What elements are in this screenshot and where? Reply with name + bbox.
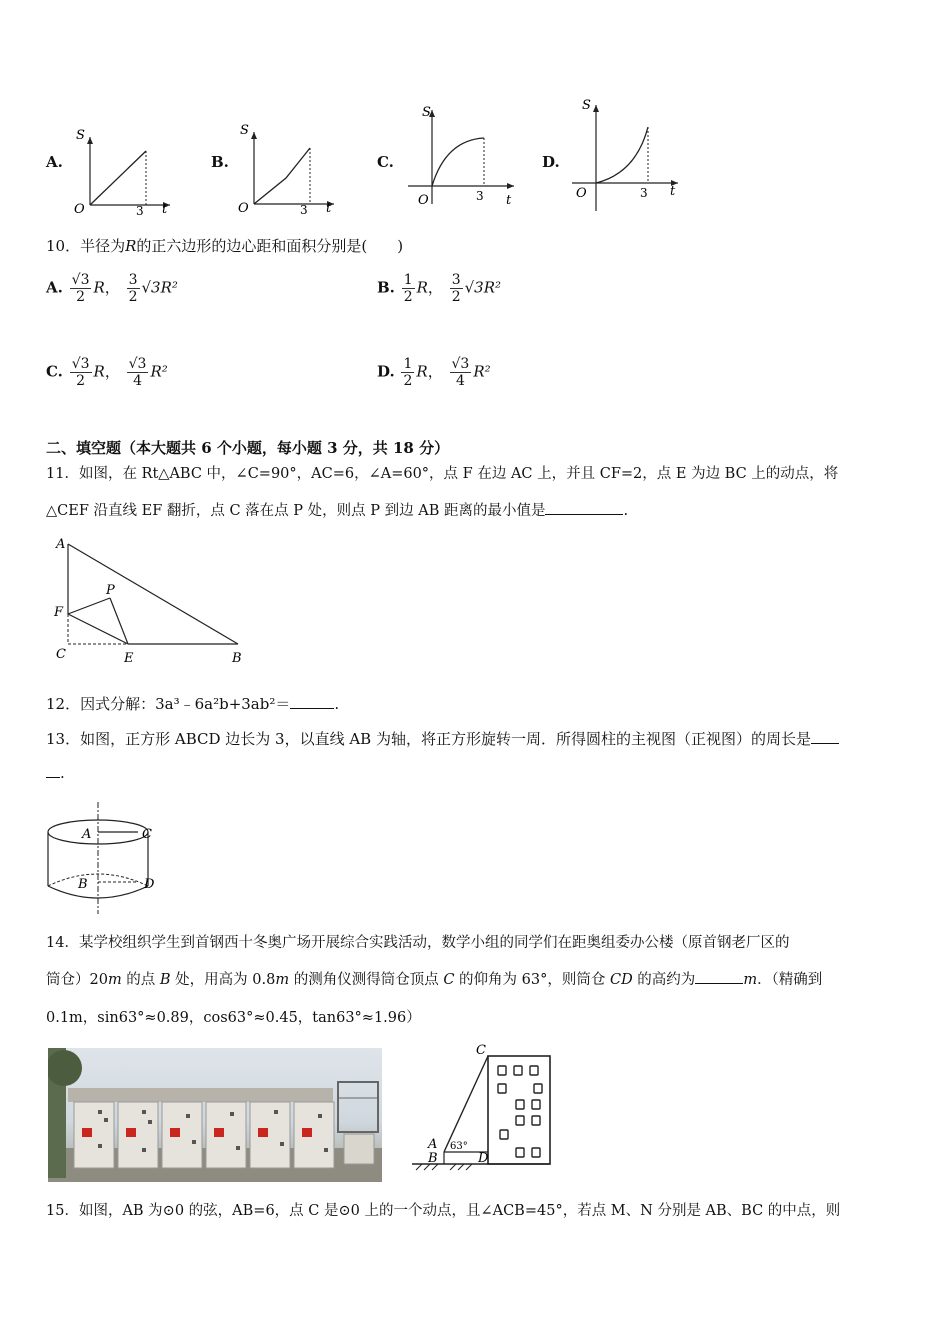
q10-a-frac1 <box>70 272 92 305</box>
q9-option-a-label: A. <box>46 153 63 171</box>
q10-b-f1-num: 1 <box>403 272 413 288</box>
q13-line2-end: . <box>60 764 65 782</box>
q11-label-p: P <box>106 583 115 598</box>
q14-l2-CD: CD <box>609 972 633 988</box>
q10-d-f1-var: R <box>416 362 428 381</box>
q11-label-f: F <box>54 605 64 620</box>
q10-a-f1-var: R <box>93 278 105 297</box>
q10-a-sep: ， <box>104 278 120 297</box>
q14-l2e: 的仰角为 63°，则筒仓 <box>454 972 610 988</box>
q14-l2-m: m <box>107 972 122 988</box>
q12-line <box>46 694 339 714</box>
q14-l2c: 处，用高为 0.8 <box>170 972 276 988</box>
q10-option-b-label: B. <box>377 278 395 297</box>
q9-b-axis-x: t <box>326 201 332 215</box>
q13-figure <box>40 798 165 916</box>
q14-l2-m2: m <box>275 972 290 988</box>
q13-line2 <box>46 763 65 783</box>
q10-d-f2-den: 4 <box>455 373 465 389</box>
q9-d-axis-y: S <box>582 98 591 113</box>
q9-c-origin: O <box>418 193 429 208</box>
q10-c-sep: ， <box>104 362 120 381</box>
q9-b-origin: O <box>238 201 249 215</box>
q10-number: 10． <box>46 237 81 255</box>
q10-b-sep: ， <box>427 278 443 297</box>
q9-option-b-graph <box>230 120 340 215</box>
q14-line1: 14．某学校组织学生到首钢西十冬奥广场开展综合实践活动，数学小组的同学们在距奥组委办公楼（原首钢老厂区的 <box>46 935 790 951</box>
q14-line3: 0.1m，sin63°≈0.89，cos63°≈0.45，tan63°≈1.96） <box>46 1010 421 1026</box>
section2-title: 二、填空题（本大题共 6 个小题，每小题 3 分，共 18 分） <box>46 439 450 457</box>
q10-d-f2-tail: R² <box>473 362 491 381</box>
q10-b-f2-den: 2 <box>451 289 461 305</box>
q9-c-axis-x: t <box>506 193 512 208</box>
q10-b-f2-tail: √3R² <box>464 278 502 297</box>
q12-answer-blank[interactable] <box>290 708 334 709</box>
q10-option-d[interactable] <box>377 356 491 389</box>
q14-l2-B: B <box>159 972 171 988</box>
q10-a-frac2 <box>127 272 140 305</box>
q13-label-d: D <box>144 877 155 892</box>
q10-option-c[interactable] <box>46 356 168 389</box>
q9-d-tick: 3 <box>640 186 648 200</box>
q10-c-frac2 <box>127 356 149 389</box>
q10-a-f1-num: √3 <box>71 272 90 288</box>
q10-a-f2-tail: √3R² <box>141 278 178 297</box>
q10-d-f2-num: √3 <box>451 356 470 372</box>
q11-line2 <box>46 501 628 521</box>
q10-b-frac2 <box>450 272 463 305</box>
q9-option-d-graph <box>566 95 686 213</box>
q14-l2-C: C <box>443 972 455 988</box>
q14-diagram-label-d: D <box>478 1151 489 1166</box>
q10-d-f1-num: 1 <box>403 356 413 372</box>
q13-label-a: A <box>82 827 92 842</box>
q13-label-c: C <box>142 827 152 842</box>
q14-l2g: ．（精确到 <box>757 972 823 988</box>
q11-line1: 11．如图，在 Rt△ABC 中，∠C=90°，AC=6，∠A=60°，点 F 在边 AC 上，并且 CF=2，点 E 为边 BC 上的动点，将 <box>46 466 839 482</box>
q10-c-f1-den: 2 <box>76 373 86 389</box>
q9-b-tick: 3 <box>300 203 308 215</box>
q9-d-axis-x: t <box>670 184 676 199</box>
q10-c-f2-num: √3 <box>128 356 147 372</box>
q10-option-a-label: A. <box>46 278 63 297</box>
q10-b-f1-var: R <box>416 278 428 297</box>
q9-option-a-graph <box>66 125 176 215</box>
q10-option-d-label: D. <box>377 362 395 381</box>
q13-line1-text: 13．如图，正方形 ABCD 边长为 3，以直线 AB 为轴，将正方形旋转一周．所得圆柱的主视图（正视图）的周长是 <box>46 730 811 748</box>
q9-b-axis-y: S <box>240 123 249 138</box>
q9-c-tick: 3 <box>476 189 484 203</box>
q10-a-f1-den: 2 <box>76 289 86 305</box>
q9-option-c-graph <box>402 100 522 212</box>
q10-text-post: 的正六边形的边心距和面积分别是( ) <box>136 237 404 255</box>
q11-label-a: A <box>56 537 66 552</box>
q11-label-c: C <box>56 647 66 662</box>
q9-a-axis-y: S <box>76 128 85 143</box>
q10-c-f1-num: √3 <box>71 356 90 372</box>
q9-option-d-label: D. <box>542 153 560 171</box>
q11-figure <box>48 534 248 670</box>
q9-c-axis-y: S <box>422 105 431 120</box>
q10-d-frac2 <box>450 356 472 389</box>
q11-answer-blank[interactable] <box>545 514 623 515</box>
q14-photo <box>48 1048 382 1182</box>
q13-answer-blank-b[interactable] <box>46 777 60 778</box>
q10-text-pre: 半径为 <box>80 237 126 255</box>
q12-text: 12．因式分解：3a³﹣6a²b+3ab²＝ <box>46 695 291 713</box>
q11-label-e: E <box>124 651 134 666</box>
q9-a-axis-x: t <box>162 202 168 215</box>
q14-line2 <box>46 970 822 990</box>
q10-d-sep: ， <box>427 362 443 381</box>
q9-option-c-label: C. <box>377 153 394 171</box>
q9-options <box>0 95 950 220</box>
q10-b-frac1 <box>402 272 415 305</box>
q9-option-b-label: B. <box>211 153 229 171</box>
q13-line1 <box>46 729 839 749</box>
q14-l2a: 筒仓）20 <box>46 972 108 988</box>
q11-label-b: B <box>232 651 242 666</box>
q9-a-tick: 3 <box>136 204 144 215</box>
q14-l2b: 的点 <box>121 972 160 988</box>
q10-d-f1-den: 2 <box>403 373 413 389</box>
q10-a-f2-den: 2 <box>128 289 138 305</box>
q10-b-f1-den: 2 <box>403 289 413 305</box>
q15-line1: 15．如图，AB 为⊙0 的弦，AB=6，点 C 是⊙0 上的一个动点，且∠ACB=45°，若点 M、N 分别是 AB、BC 的中点，则 <box>46 1203 841 1219</box>
q10-option-a[interactable] <box>46 272 178 305</box>
q14-l2-unit: m <box>743 972 758 988</box>
q14-l2f: 的高约为 <box>632 972 696 988</box>
q10-b-f2-num: 3 <box>451 272 461 288</box>
q14-answer-blank[interactable] <box>695 983 743 984</box>
q9-d-origin: O <box>576 186 587 201</box>
q14-diagram-label-b: B <box>428 1151 438 1166</box>
q14-diagram <box>410 1040 560 1180</box>
q11-line2-end: . <box>623 503 629 519</box>
q14-l2d: 的测角仪测得筒仓顶点 <box>289 972 444 988</box>
q14-diagram-label-a: A <box>428 1137 438 1152</box>
q10-c-frac1 <box>70 356 92 389</box>
q10-d-frac1 <box>401 356 414 389</box>
q14-diagram-angle: 63° <box>450 1141 468 1152</box>
q9-a-origin: O <box>74 202 85 215</box>
q10-c-f2-tail: R² <box>150 362 168 381</box>
q14-diagram-label-c: C <box>476 1043 486 1058</box>
q10-var-r: R <box>125 237 137 255</box>
q10-c-f1-var: R <box>93 362 105 381</box>
q10-c-f2-den: 4 <box>133 373 142 389</box>
q14-photo-drawing <box>48 1048 382 1182</box>
q12-end: . <box>334 695 340 713</box>
q10-a-f2-num: 3 <box>128 272 138 288</box>
q13-label-b: B <box>78 877 88 892</box>
q10-stem <box>46 236 403 256</box>
q11-line2-text: △CEF 沿直线 EF 翻折，点 C 落在点 P 处，则点 P 到边 AB 距离的最小值是 <box>46 503 546 519</box>
q10-option-b[interactable] <box>377 272 501 305</box>
q10-option-c-label: C. <box>46 362 63 381</box>
q13-answer-blank-a[interactable] <box>811 743 839 744</box>
